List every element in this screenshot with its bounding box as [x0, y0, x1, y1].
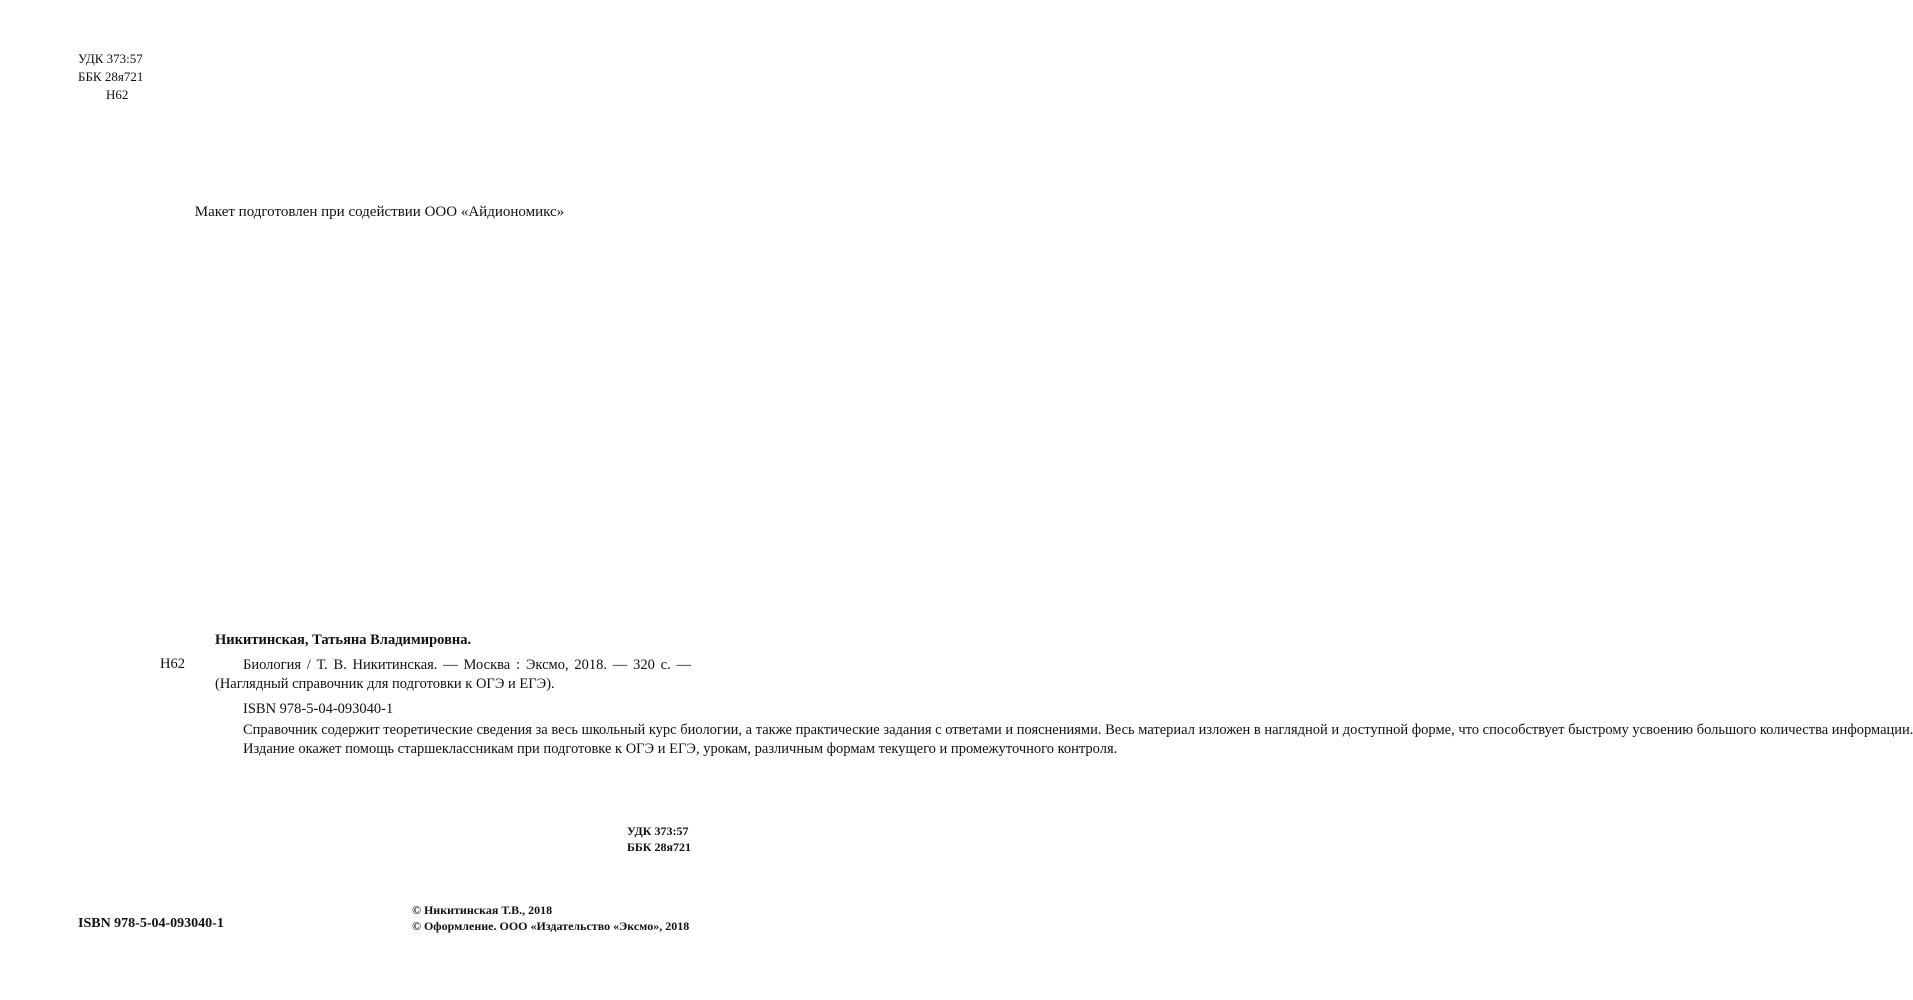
author-mark: Н62	[106, 87, 129, 102]
catalog-card	[0, 632, 1913, 862]
card-author-mark: Н62	[160, 656, 185, 672]
udk-code: УДК 373:57	[78, 51, 143, 66]
abstract-paragraph-1: Справочник содержит теоретические сведения за весь школьный курс биологии, а также практические задания с ответами и пояснениями. Весь материал изложен в наглядной и доступной форме, что способствует быстрому усвоению большого количества информации.	[243, 722, 1913, 738]
card-udk-code: УДК 373:57	[626, 824, 689, 838]
card-bibliographic-description	[215, 656, 691, 694]
card-author: Никитинская, Татьяна Владимировна.	[215, 632, 472, 648]
bbk-code: ББК 28я721	[78, 69, 144, 84]
copyright-block	[412, 902, 689, 934]
card-classification-codes	[627, 823, 691, 855]
copyright-design: © Оформление. ООО «Издательство «Эксмо», 2018	[412, 919, 690, 933]
copyright-author: © Никитинская Т.В., 2018	[412, 903, 553, 917]
card-abstract	[215, 721, 1913, 758]
card-bbk-code: ББК 28я721	[626, 840, 691, 854]
biblio-line-1: Биология / Т. В. Никитинская. — Москва : Эксмо, 2018. — 320 с. —	[243, 657, 691, 673]
top-classification-codes	[78, 50, 143, 104]
layout-credit-note: Макет подготовлен при содействии ООО «Айдиономикс»	[194, 204, 565, 220]
footer-isbn: ISBN 978-5-04-093040-1	[78, 916, 224, 931]
card-isbn: ISBN 978-5-04-093040-1	[243, 701, 394, 717]
biblio-line-2: (Наглядный справочник для подготовки к ОГЭ и ЕГЭ).	[215, 676, 555, 692]
abstract-paragraph-2: Издание окажет помощь старшеклассникам при подготовке к ОГЭ и ЕГЭ, урокам, различным формам текущего и промежуточного контроля.	[243, 740, 1118, 757]
